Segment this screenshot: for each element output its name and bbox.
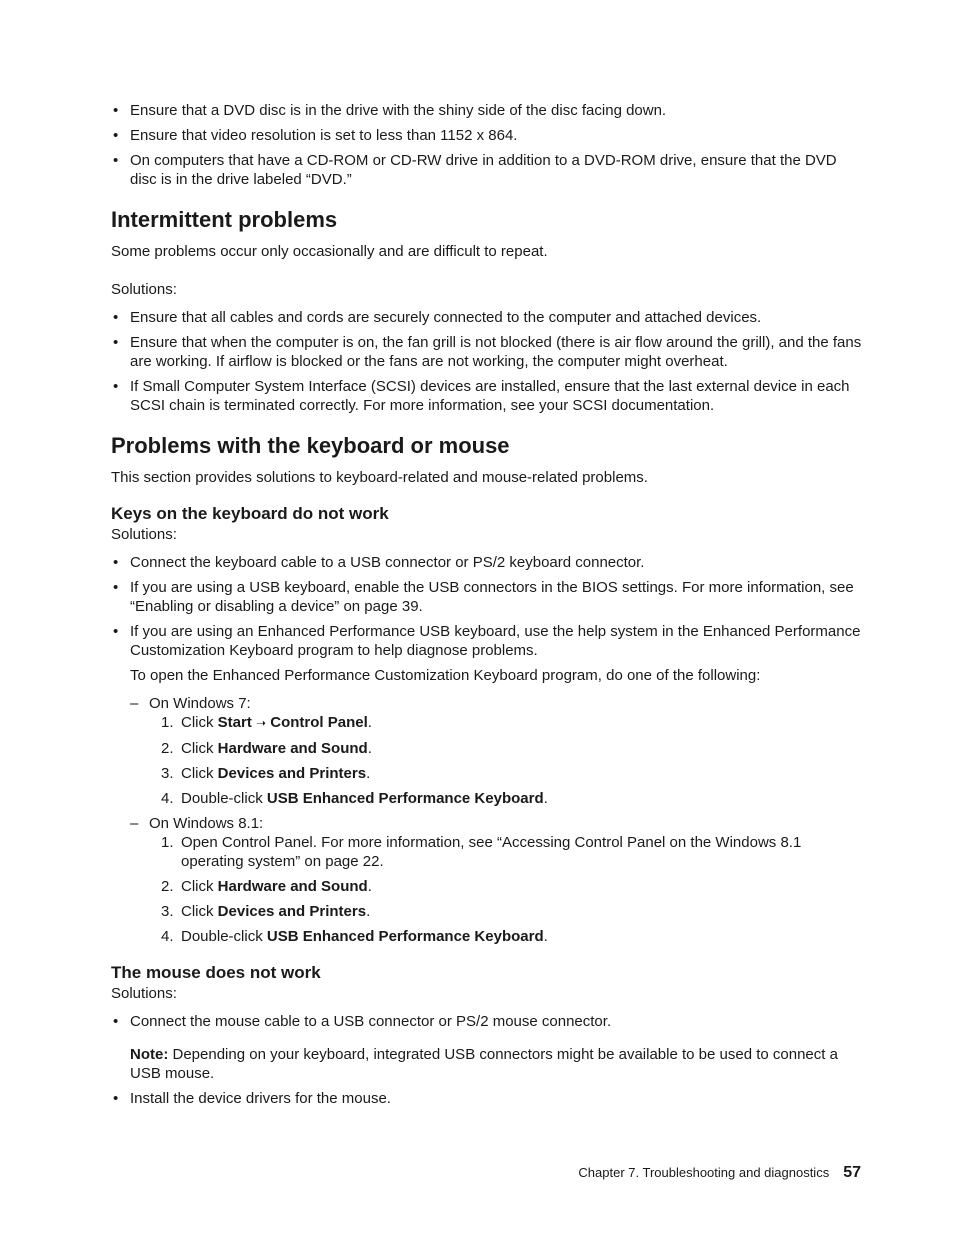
windows81-item xyxy=(130,814,866,946)
chapter-title: Chapter 7. Troubleshooting and diagnostics xyxy=(578,1165,830,1180)
bullet-icon: • xyxy=(113,378,119,395)
solutions-label: Solutions: xyxy=(111,281,177,298)
note-paragraph xyxy=(111,1045,866,1083)
list-item: • Ensure that all cables and cords are securely connected to the computer and attached devices. xyxy=(113,309,762,326)
bullet-icon: • xyxy=(113,309,119,326)
bullet-icon: • xyxy=(113,554,119,571)
dash-icon: – xyxy=(130,815,139,832)
list-item: • If you are using a USB keyboard, enable the USB connectors in the BIOS settings. For more information, see “Enabling or disabling a device” on page 39. xyxy=(113,579,854,615)
section-heading-intermittent: Intermittent problems xyxy=(111,207,338,232)
step-item: 4. Double-click USB Enhanced Performance Keyboard. xyxy=(161,790,548,807)
subsection-heading-keys: Keys on the keyboard do not work xyxy=(111,504,389,523)
list-item: • Install the device drivers for the mouse. xyxy=(113,1090,391,1107)
windows81-label: On Windows 8.1: xyxy=(149,815,264,832)
arrow-right-icon: ➝ xyxy=(256,716,267,730)
page-footer xyxy=(578,1163,861,1183)
list-item: • Ensure that a DVD disc is in the drive with the shiny side of the disc facing down. xyxy=(113,102,667,119)
solutions-label: Solutions: xyxy=(111,526,177,543)
bullet-icon: • xyxy=(113,579,119,596)
mouse-bullet-list-2 xyxy=(111,1089,866,1108)
subsection-heading-mouse: The mouse does not work xyxy=(111,963,321,982)
bullet-icon: • xyxy=(113,1013,119,1030)
bullet-icon: • xyxy=(113,1090,119,1107)
list-item: • Ensure that when the computer is on, the fan grill is not blocked (there is air flow around the grill), and the fans are working. If airflow is blocked or the fans are not working, the computer might overheat. xyxy=(113,334,862,370)
windows7-label: On Windows 7: xyxy=(149,695,251,712)
intro-bullet-list xyxy=(111,101,866,189)
step-item: 2. Click Hardware and Sound. xyxy=(161,740,372,757)
list-item: • Connect the keyboard cable to a USB connector or PS/2 keyboard connector. xyxy=(113,554,645,571)
intermittent-bullet-list xyxy=(111,308,866,415)
open-program-text: To open the Enhanced Performance Customization Keyboard program, do one of the following: xyxy=(130,667,761,684)
list-item: • If you are using an Enhanced Performance USB keyboard, use the help system in the Enhanced Performance Customization Keyboard program to help diagnose problems. To open the Enhanced Performance Customization Keyboard program, do one of the following: – On Windows 7: 1. Click Start ➝ Control Panel. 2. Click Hardware and Sound. 3. Click Devices and Printers. 4. Double-click USB Enhanced Performance Keyboard. – On Windows 8.1: 1. Open Control Panel. For more information, see “Accessing Control Panel on the Windows 8.1 operating system” on page 22. 2. Click Hardware and Sound. 3. Click Devices and Printers. 4. Double-click USB Enhanced Performance Keyboard. xyxy=(111,622,866,946)
list-item: • Ensure that video resolution is set to less than 1152 x 864. xyxy=(113,127,518,144)
step-item: 2. Click Hardware and Sound. xyxy=(161,878,372,895)
keys-bullet-list xyxy=(111,553,866,946)
section-heading-keyboard-mouse: Problems with the keyboard or mouse xyxy=(111,433,510,458)
step-item: 3. Click Devices and Printers. xyxy=(161,903,371,920)
windows81-steps xyxy=(149,833,866,946)
step-item: 1. Click Start ➝ Control Panel. xyxy=(161,714,372,731)
windows7-steps xyxy=(149,713,866,808)
mouse-bullet-list xyxy=(111,1012,866,1031)
bullet-icon: • xyxy=(113,102,119,119)
bullet-icon: • xyxy=(113,152,119,169)
solutions-label: Solutions: xyxy=(111,985,177,1002)
list-item: • Connect the mouse cable to a USB connector or PS/2 mouse connector. xyxy=(113,1013,612,1030)
page-content xyxy=(111,101,866,1114)
dash-icon: – xyxy=(130,695,139,712)
step-item: 3. Click Devices and Printers. xyxy=(161,765,371,782)
bullet-icon: • xyxy=(113,127,119,144)
section-intro: Some problems occur only occasionally and are difficult to repeat. xyxy=(111,243,548,260)
section-intro: This section provides solutions to keyboard-related and mouse-related problems. xyxy=(111,469,648,486)
page-number: 57 xyxy=(843,1164,861,1181)
bullet-icon: • xyxy=(113,623,119,640)
list-item: • If Small Computer System Interface (SCSI) devices are installed, ensure that the last external device in each SCSI chain is terminated correctly. For more information, see your SCSI documentation. xyxy=(113,378,850,414)
step-item: 4. Double-click USB Enhanced Performance Keyboard. xyxy=(161,928,548,945)
step-item: 1. Open Control Panel. For more information, see “Accessing Control Panel on the Windows 8.1 operating system” on page 22. xyxy=(161,834,802,870)
note-label: Note: xyxy=(130,1046,169,1063)
bullet-icon: • xyxy=(113,334,119,351)
note-text: Depending on your keyboard, integrated USB connectors might be available to be used to connect a USB mouse. xyxy=(130,1046,838,1082)
list-item: • On computers that have a CD-ROM or CD-RW drive in addition to a DVD-ROM drive, ensure that the DVD disc is in the drive labeled “DVD.” xyxy=(113,152,837,188)
windows7-item xyxy=(130,694,866,808)
